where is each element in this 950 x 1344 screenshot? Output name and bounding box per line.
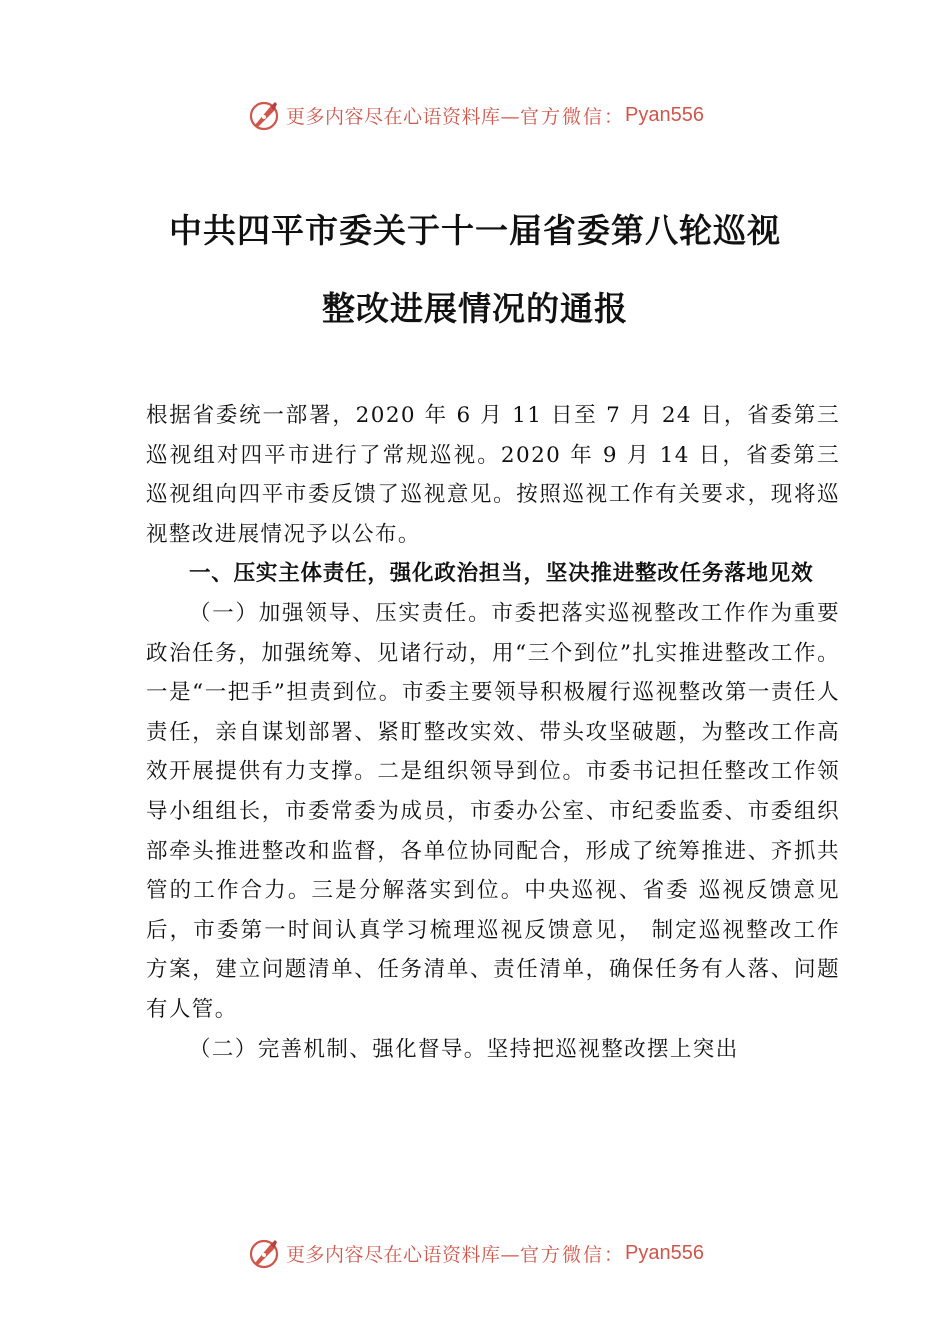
paragraph-intro: 根据省委统一部署，2020 年 6 月 11 日至 7 月 24 日，省委第三巡视组对四平市进行了常规巡视。2020 年 9 月 14 日，省委第三巡视组向四平市委反馈了巡视意见。按照巡视工作有关要求，现将巡视整改进展情况予以公布。 [146, 403, 840, 547]
paragraph-subsection-2: （二）完善机制、强化督导。坚持把巡视整改摆上突出 [189, 1036, 739, 1062]
pen-nib-logo-icon [246, 1235, 282, 1271]
wechat-id: Pyan556 [625, 103, 704, 126]
document-title-line2: 整改进展情况的通报 [322, 289, 628, 328]
header-banner [0, 95, 950, 135]
footer-banner [0, 1233, 950, 1273]
document-title-line1: 中共四平市委关于十一届省委第八轮巡视 [169, 211, 781, 250]
pen-nib-logo-icon [246, 97, 282, 133]
paragraph-subsection-1: （一）加强领导、压实责任。市委把落实巡视整改工作作为重要政治任务，加强统筹、见诸行动，用“三个到位”扎实推进整改工作。一是“一把手”担责到位。市委主要领导积极履行巡视整改第一责任人责任，亲自谋划部署、紧盯整改实效、带头攻坚破题，为整改工作高效开展提供有力支撑。二是组织领导到位。市委书记担任整改工作领导小组组长，市委常委为成员，市委办公室、市纪委监委、市委组织部牵头推进整改和监督，各单位协同配合，形成了统筹推进、齐抓共管的工作合力。三是分解落实到位。中央巡视、省委 巡视反馈意见后，市委第一时间认真学习梳理巡视反馈意见， 制定巡视整改工作方案，建立问题清单、任务清单、责任清单，确保任务有人落、问题有人管。 [146, 600, 840, 1022]
wechat-id: Pyan556 [625, 1241, 704, 1264]
banner-text: 更多内容尽在心语资料库— [286, 105, 521, 128]
section-heading: 一、压实主体责任，强化政治担当，坚决推进整改任务落地见效 [189, 561, 814, 587]
wechat-label: 官方微信： [520, 1243, 626, 1266]
document-body [146, 396, 840, 1069]
banner-text: 更多内容尽在心语资料库— [286, 1243, 521, 1266]
wechat-label: 官方微信： [520, 105, 626, 128]
